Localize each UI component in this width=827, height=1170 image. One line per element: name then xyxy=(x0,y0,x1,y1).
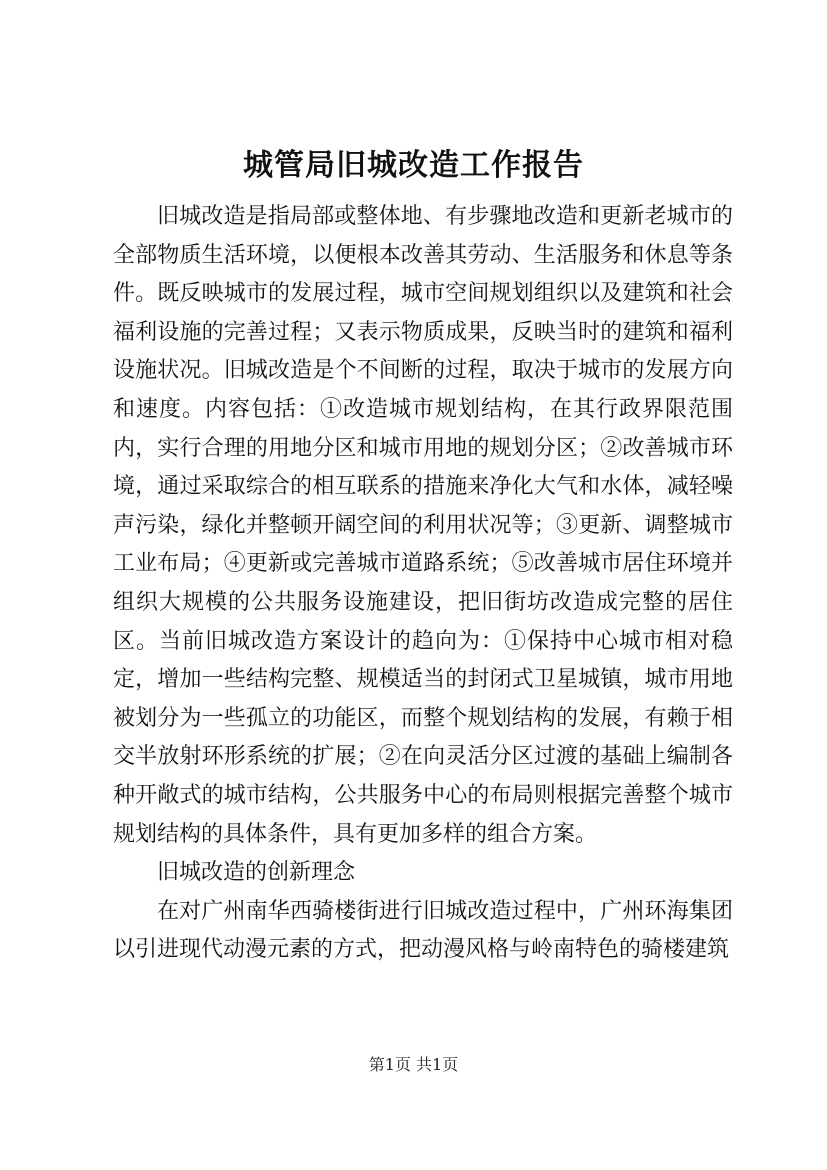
document-title: 城管局旧城改造工作报告 xyxy=(243,148,584,183)
document-body xyxy=(113,198,733,970)
section-paragraph: 在对广州南华西骑楼街进行旧城改造过程中，广州环海集团以引进现代动漫元素的方式，把动漫风格与岭南特色的骑楼建筑 xyxy=(113,898,733,963)
body-paragraph: 旧城改造是指局部或整体地、有步骤地改造和更新老城市的全部物质生活环境，以便根本改善其劳动、生活服务和休息等条件。既反映城市的发展过程，城市空间规划组织以及建筑和社会福利设施的完善过程；又表示物质成果，反映当时的建筑和福利设施状况。旧城改造是个不间断的过程，取决于城市的发展方向和速度。内容包括：①改造城市规划结构，在其行政界限范围内，实行合理的用地分区和城市用地的规划分区；②改善城市环境，通过采取综合的相互联系的措施来净化大气和水体，减轻噪声污染，绿化并整顿开阔空间的利用状况等；③更新、调整城市工业布局；④更新或完善城市道路系统；⑤改善城市居住环境并组织大规模的公共服务设施建设，把旧街坊改造成完整的居住区。当前旧城改造方案设计的趋向为：①保持中心城市相对稳定，增加一些结构完整、规模适当的封闭式卫星城镇，城市用地被划分为一些孤立的功能区，而整个规划结构的发展，有赖于相交半放射环形系统的扩展；②在向灵活分区过渡的基础上编制各种开敞式的城市结构，公共服务中心的布局则根据完善整个城市规划结构的具体条件，具有更加多样的组合方案。 xyxy=(113,204,733,847)
section-heading: 旧城改造的创新理念 xyxy=(157,860,356,886)
page-footer: 第1页 共1页 xyxy=(368,1055,459,1074)
